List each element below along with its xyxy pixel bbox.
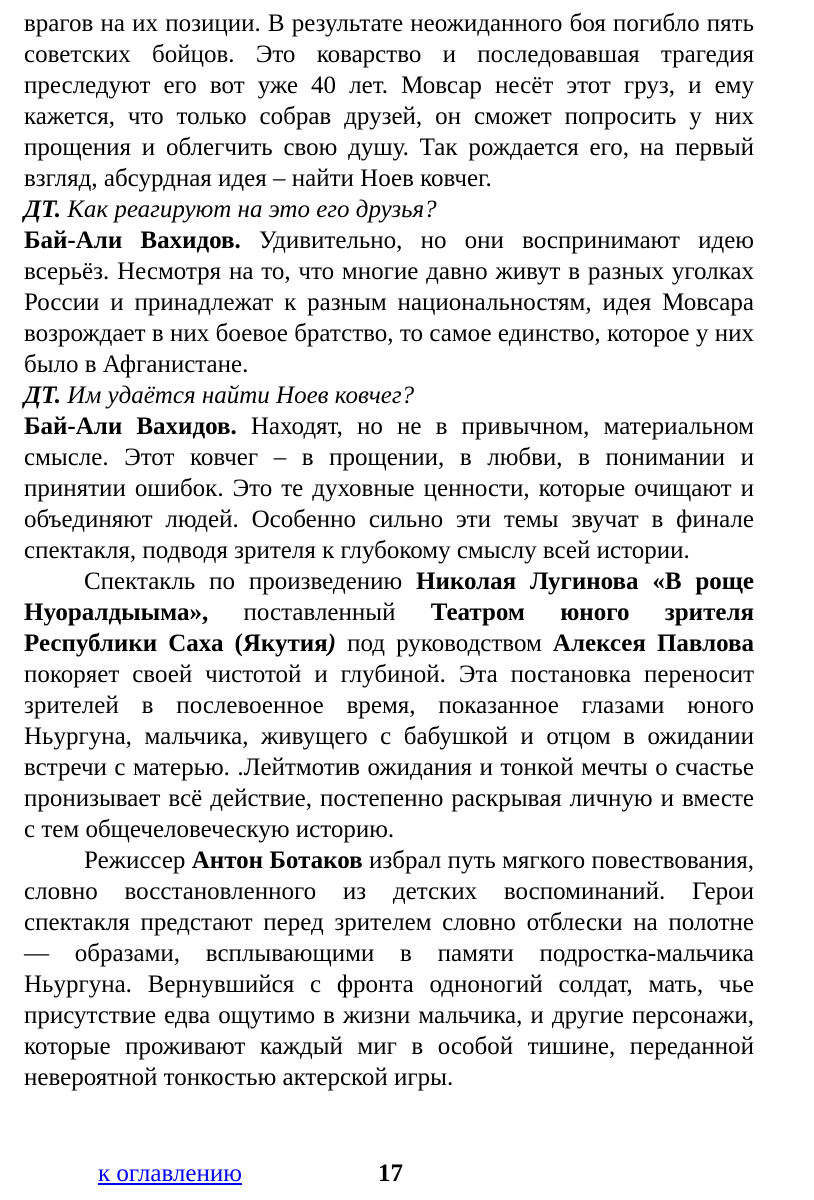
table-of-contents-link[interactable]: к оглавлению [98, 1160, 242, 1187]
interview-answer [24, 225, 754, 380]
question-text: Им удаётся найти Ноев ковчег? [61, 382, 415, 409]
text-run: Спектакль по произведению [84, 568, 417, 595]
text-run: под руководством [336, 630, 553, 657]
text-run: покоряет своей чистотой и глубиной. Эта постановка переносит зрителей в послевоенное время, показанное глазами юного Ньургуна, мальчика, живущего с бабушкой и отцом в ожидании встречи с матерью. .Лейтмотив ожидания и тонкой мечты о счастье пронизывает всё действие, постепенно раскрывая личную и вместе с тем общечеловеческую историю. [24, 661, 754, 843]
answer-text: Удивительно, но они воспринимают идею всерьёз. Несмотря на то, что многие давно живут в разных уголках России и принадлежат к разным национальностям, идея Мовсара возрождает в них боевое братство, то самое единство, которое у них было в Афганистане. [24, 227, 754, 378]
interview-question [24, 194, 754, 225]
question-text: Как реагируют на это его друзья? [61, 196, 437, 223]
question-speaker: ДТ. [24, 382, 62, 409]
text-run: Режиссер [84, 847, 192, 874]
page-number: 17 [378, 1160, 403, 1187]
page-footer [98, 1158, 403, 1189]
interview-answer [24, 411, 754, 566]
question-speaker: ДТ. [24, 196, 62, 223]
answer-text: Находят, но не в привычном, материальном смысле. Этот ковчег – в прощении, в любви, в понимании и принятии ошибок. Это те духовные ценности, которые очищают и объединяют людей. Особенно сильно эти темы звучат в финале спектакля, подводя зрителя к глубокому смыслу всей истории. [24, 413, 754, 564]
paragraph-director [24, 845, 754, 1093]
answer-speaker: Бай-Али Вахидов. [24, 413, 237, 440]
director-name: Алексея Павлова [552, 630, 754, 657]
interview-question [24, 380, 754, 411]
theatre-name-paren: ) [327, 630, 337, 657]
paragraph-review [24, 566, 754, 845]
director-name: Антон Ботаков [191, 847, 363, 874]
text-run: избрал путь мягкого повествования, словно восстановленного из детских воспоминаний. Герои спектакля предстают перед зрителем словно отблески на полотне — образами, всплывающими в памяти подростка-мальчика Ньургуна. Вернувшийся с фронта одноногий солдат, мать, чье присутствие едва ощутимо в жизни мальчика, и другие персонажи, которые проживают каждый миг в особой тишине, переданной невероятной тонкостью актерской игры. [24, 847, 754, 1091]
theatre-name: Театром юного зрителя Республики Саха (Якутия [24, 599, 754, 657]
answer-speaker: Бай-Али Вахидов. [24, 227, 241, 254]
author-and-title: Николая Лугинова «В роще Нуоралдыыма», [24, 568, 754, 626]
paragraph-intro: врагов на их позиции. В результате неожиданного боя погибло пять советских бойцов. Это коварство и последовавшая трагедия преследуют его вот уже 40 лет. Мовсар несёт этот груз, и ему кажется, что только собрав друзей, он сможет попросить у них прощения и облегчить свою душу. Так рождается его, на первый взгляд, абсурдная идея – найти Ноев ковчег. [24, 10, 754, 192]
article-body [24, 8, 754, 1093]
text-run: поставленный [208, 599, 431, 626]
